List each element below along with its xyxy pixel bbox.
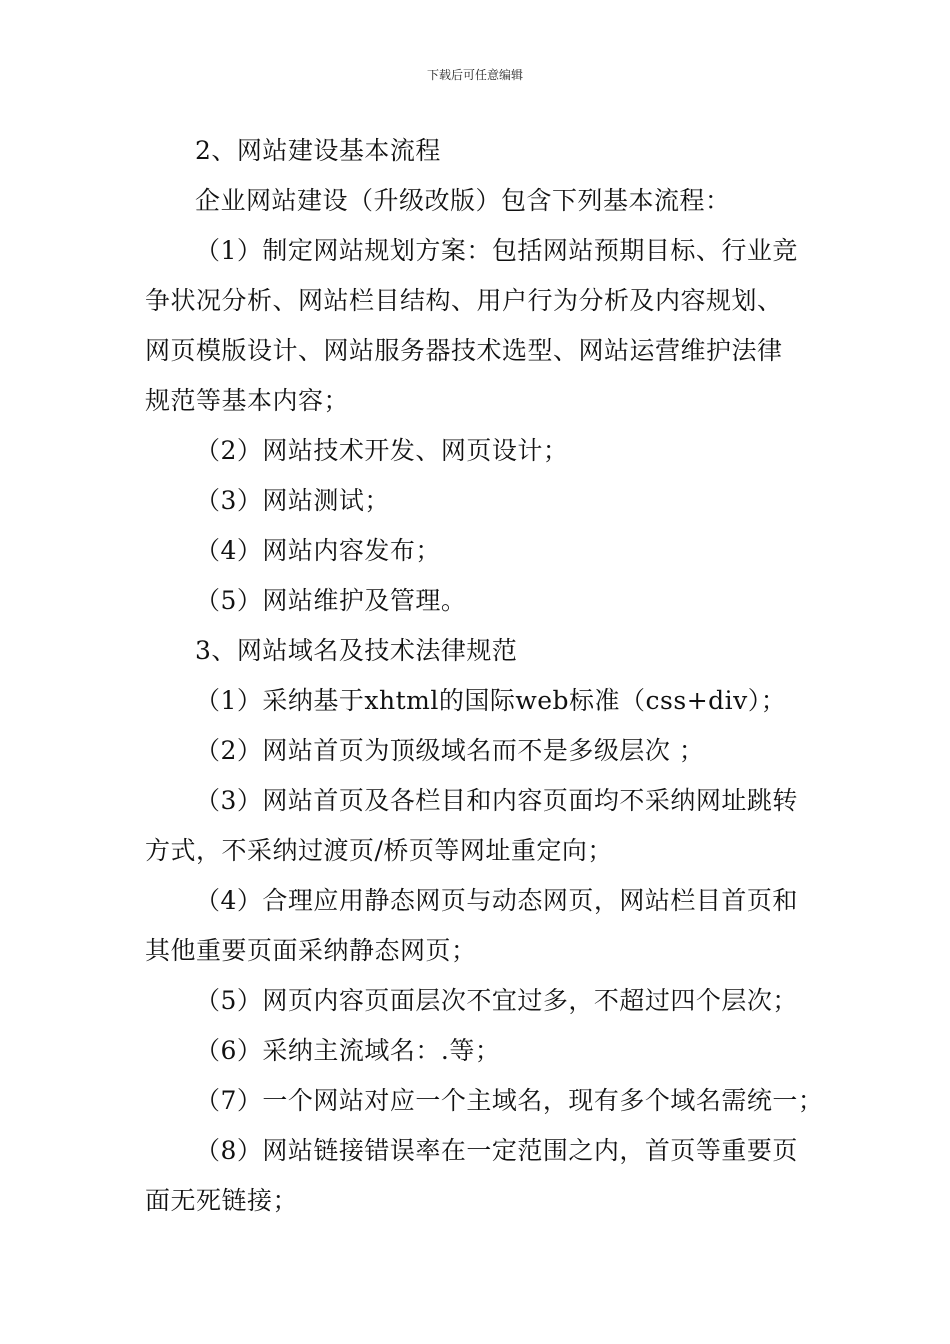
list-item-1-line-2: 争状况分析、网站栏目结构、用户行为分析及内容规划、 (145, 286, 783, 315)
spec-item-3-line-2: 方式，不采纳过渡页/桥页等网址重定向； (145, 836, 613, 865)
page-header-note: 下载后可任意编辑 (426, 68, 523, 82)
list-item-1-line-3: 网页模版设计、网站服务器技术选型、网站运营维护法律 (145, 336, 783, 365)
spec-item-2: （2）网站首页为顶级域名而不是多级层次 ； (195, 736, 705, 765)
spec-item-5: （5）网页内容页面层次不宜过多，不超过四个层次； (195, 986, 798, 1015)
spec-item-6: （6）采纳主流域名：.等； (195, 1036, 501, 1065)
spec-item-8-line-1: （8）网站链接错误率在一定范围之内，首页等重要页 (195, 1136, 798, 1165)
list-item-4: （4）网站内容发布； (195, 536, 441, 565)
list-item-3: （3）网站测试； (195, 486, 390, 515)
list-item-1-line-1: （1）制定网站规划方案：包括网站预期目标、行业竞 (195, 236, 798, 265)
document-body (145, 126, 824, 1226)
spec-item-8-line-2: 面无死链接； (145, 1186, 299, 1215)
section-heading-2: 2、网站建设基本流程 (195, 136, 441, 165)
list-item-1-line-4: 规范等基本内容； (145, 386, 350, 415)
list-item-2: （2）网站技术开发、网页设计； (195, 436, 569, 465)
section-heading-3: 3、网站域名及技术法律规范 (195, 636, 518, 665)
spec-item-1: （1）采纳基于xhtml的国际web标准（css+div）； (195, 686, 787, 715)
spec-item-3-line-1: （3）网站首页及各栏目和内容页面均不采纳网址跳转 (195, 786, 798, 815)
paragraph-intro: 企业网站建设（升级改版）包含下列基本流程： (195, 186, 731, 215)
spec-item-4-line-2: 其他重要页面采纳静态网页； (145, 936, 477, 965)
list-item-5: （5）网站维护及管理。 (195, 586, 467, 615)
spec-item-7: （7）一个网站对应一个主域名，现有多个域名需统一； (195, 1086, 824, 1115)
spec-item-4-line-1: （4）合理应用静态网页与动态网页，网站栏目首页和 (195, 886, 798, 915)
